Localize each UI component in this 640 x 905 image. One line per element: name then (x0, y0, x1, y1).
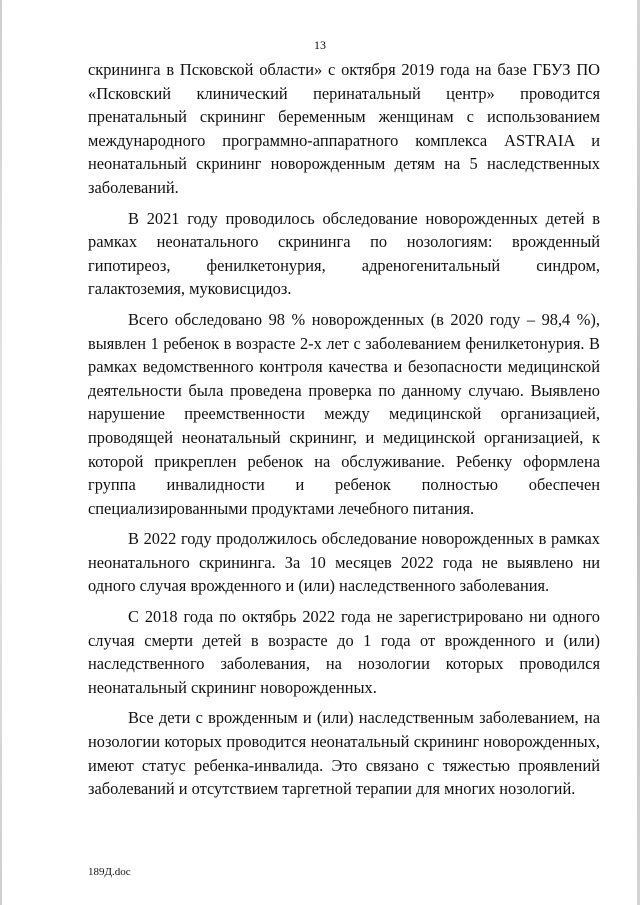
paragraph: Все дети с врожденным и (или) наследственным заболеванием, на нозологии которых проводится неонатальный скрининг новорожденных, имеют статус ребенка-инвалида. Это связано с тяжестью проявлений заболеваний и отсутствием таргетной терапии для многих нозологий. (88, 708, 600, 799)
footer-filename: 189Д.doc (88, 866, 131, 878)
scan-edge-left (0, 0, 2, 905)
paragraph: В 2021 году проводилось обследование новорожденных детей в рамках неонатального скрининга по нозологиям: врожденный гипотиреоз, фенилкетонурия, адреногенитальный синдром, галактоземия, муковисцидоз. (88, 208, 600, 299)
paragraph: В 2022 году продолжилось обследование новорожденных в рамках неонатального скрининга. За 10 месяцев 2022 года не выявлено ни одного случая врожденного и (или) наследственного заболевания. (88, 529, 600, 596)
paragraph: Всего обследовано 98 % новорожденных (в 2020 году – 98,4 %), выявлен 1 ребенок в возрасте 2-х лет с заболеванием фенилкетонурия. В рамках ведомственного контроля качества и безопасности медицинской деятельности была проведена проверка по данному случаю. Выявлено нарушение преемственности между медицинской организацией, проводящей неонатальный скрининг, и медицинской организацией, к которой прикреплен ребенок на обслуживание. Ребенку оформлена группа инвалидности и ребенок полностью обеспечен специализированными продуктами лечебного питания. (88, 309, 600, 518)
document-body (88, 58, 600, 808)
paragraph: С 2018 года по октябрь 2022 года не зарегистрировано ни одного случая смерти детей в возрасте до 1 года от врожденного и (или) наследственного заболевания, на нозологии которых проводился неонатальный скрининг новорожденных. (88, 607, 600, 697)
paragraph: скрининга в Псковской области» с октября 2019 года на базе ГБУЗ ПО «Псковский клинический перинатальный центр» проводится пренатальный скрининг беременным женщинам с использованием международного программно-аппаратного комплекса ASTRAIA и неонатальный скрининг новорожденным детям на 5 наследственных заболеваний. (88, 60, 600, 197)
page-number: 13 (314, 38, 326, 52)
